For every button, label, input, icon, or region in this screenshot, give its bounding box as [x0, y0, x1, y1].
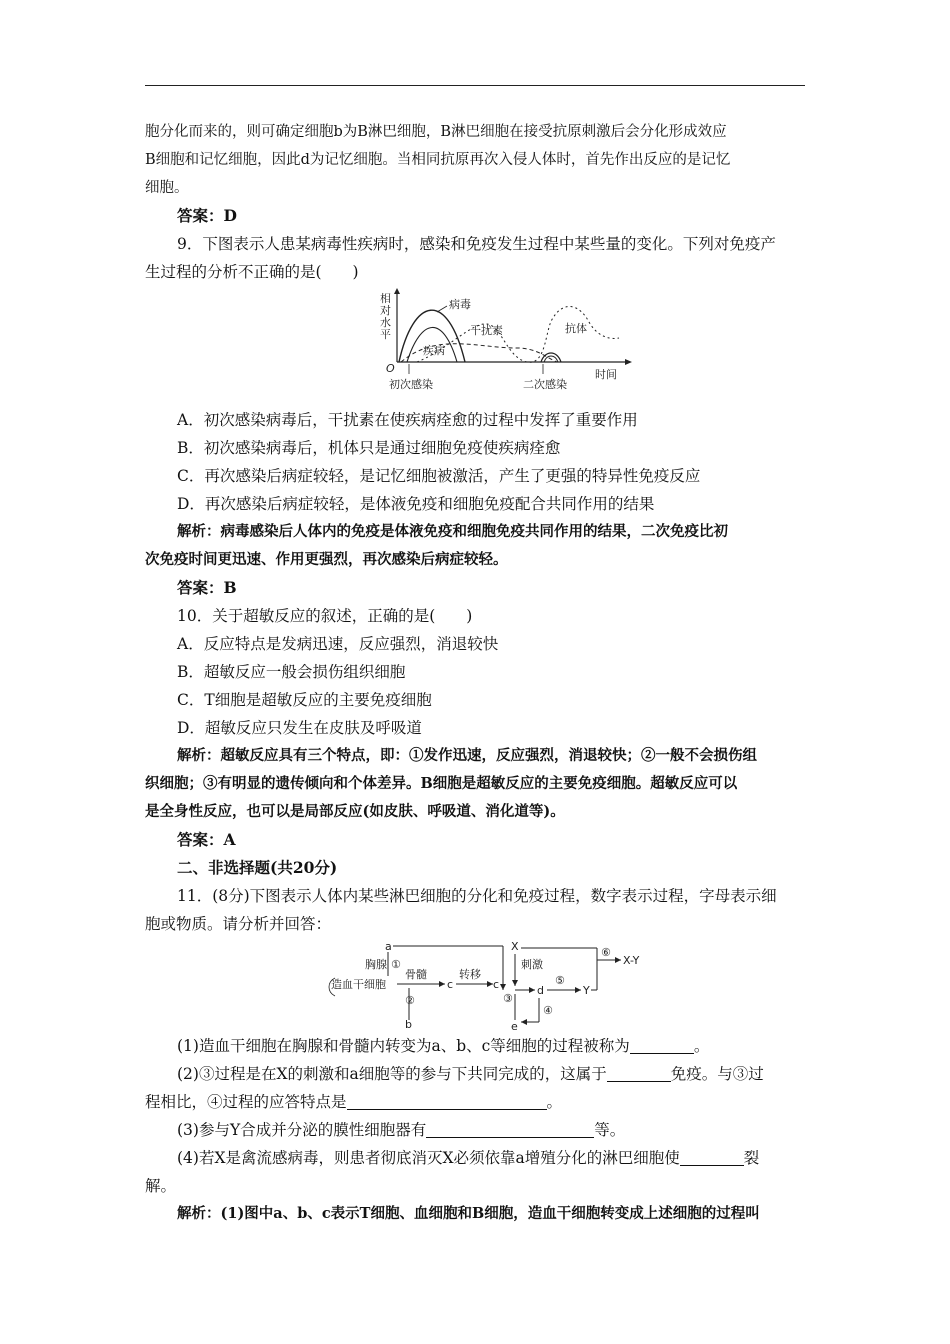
virus-label: 病毒	[449, 298, 471, 311]
x-arrow	[512, 980, 518, 986]
virus-curve-2	[541, 353, 561, 362]
q11-sub2-text: (2)③过程是在X的刺激和a细胞等的参与下共同完成的，这属于	[177, 1065, 607, 1083]
node-c: c	[447, 978, 454, 991]
q9-option-c: C．再次感染后病症较轻，是记忆细胞被激活，产生了更强的特异性免疫反应	[177, 467, 701, 485]
q9-stem-2: 生过程的分析不正确的是( )	[145, 263, 359, 281]
antibody-label: 抗体	[565, 322, 587, 335]
q9-stem-1: 9．下图表示人患某病毒性疾病时，感染和免疫发生过程中某些量的变化。下列对免疫产	[177, 235, 776, 253]
q11-sub2b-blank[interactable]	[347, 1093, 547, 1110]
q11-sub4b: 解。	[145, 1177, 177, 1195]
q10-analysis-3: 是全身性反应，也可以是局部反应(如皮肤、呼吸道、消化道等)。	[145, 803, 565, 820]
q11-sub1-text: (1)造血干细胞在胸腺和骨髓内转变为a、b、c等细胞的过程被称为	[177, 1037, 630, 1055]
transfer-label: 转移	[459, 968, 481, 981]
q11-sub4-blank[interactable]	[680, 1149, 744, 1166]
carry-answer: 答案：D	[177, 206, 237, 225]
step-1: ①	[391, 958, 401, 971]
q11-sub2	[145, 1060, 807, 1088]
d-to-e-arrow	[521, 1019, 527, 1025]
q11-sub4-end: 裂	[743, 1149, 760, 1167]
q11-sub3-blank[interactable]	[426, 1121, 594, 1138]
page-content	[145, 118, 807, 1228]
x-axis-arrow	[625, 359, 632, 365]
carry-line-1: 胞分化而来的，则可确定细胞b为B淋巴细胞，B淋巴细胞在接受抗原刺激后会分化形成效应	[145, 124, 727, 140]
q11-figure	[145, 938, 807, 1032]
q9-analysis-2: 次免疫时间更迅速、作用更强烈，再次感染后病症较轻。	[145, 551, 508, 568]
to-c-arrow	[439, 981, 445, 987]
header-rule	[145, 85, 805, 86]
q11-sub2-end: 免疫。与③过	[670, 1065, 764, 1083]
y-label-3: 水	[380, 316, 391, 329]
q11-sub2b-end: 。	[546, 1093, 563, 1111]
q11-stem-2: 胞或物质。请分析并回答：	[145, 915, 332, 933]
stimulate-label: 刺激	[521, 958, 543, 971]
q10-option-c: C．T细胞是超敏反应的主要免疫细胞	[177, 691, 432, 709]
q10-analysis-2: 织细胞；③有明显的遗传倾向和个体差异。B细胞是超敏反应的主要免疫细胞。超敏反应可以	[145, 775, 738, 792]
stem-cell-label: 造血干细胞	[331, 978, 386, 991]
node-a: a	[385, 940, 392, 953]
q10-analysis-1: 解析：超敏反应具有三个特点，即：①发作迅速，反应强烈，消退较快；②一般不会损伤组	[177, 747, 757, 764]
infection-curve-diagram	[377, 288, 647, 406]
step-3: ③	[503, 992, 513, 1005]
q9-option-a: A．初次感染病毒后，干扰素在使疾病痊愈的过程中发挥了重要作用	[177, 411, 638, 429]
y-axis-arrow	[394, 288, 400, 294]
q9-figure	[145, 286, 807, 406]
node-b: b	[405, 1018, 412, 1031]
q10-stem: 10．关于超敏反应的叙述，正确的是( )	[177, 607, 473, 625]
section-2-heading: 二、非选择题(共20分)	[177, 858, 338, 877]
q11-sub2b-text: 程相比，④过程的应答特点是	[145, 1093, 347, 1111]
antibody-curve	[417, 307, 619, 363]
to-d-arrow	[529, 987, 535, 993]
q10-option-d: D．超敏反应只发生在皮肤及呼吸道	[177, 719, 422, 737]
q9-option-b: B．初次感染病毒后，机体只是通过细胞免疫使疾病痊愈	[177, 439, 561, 457]
first-infection-label: 初次感染	[389, 378, 433, 391]
y-label-4: 平	[380, 328, 391, 341]
q11-sub1-end: 。	[693, 1037, 710, 1055]
q10-option-b: B．超敏反应一般会损伤组织细胞	[177, 663, 406, 681]
q11-sub2b	[145, 1088, 807, 1116]
bone-marrow-label: 骨髓	[405, 968, 427, 981]
q10-option-a: A．反应特点是发病迅速，反应强烈，消退较快	[177, 635, 499, 653]
step-5: ⑤	[555, 974, 565, 987]
y-label-2: 对	[380, 304, 391, 317]
q11-analysis: 解析：(1)图中a、b、c表示T细胞、血细胞和B细胞，造血干细胞转变成上述细胞的过程叫	[177, 1205, 760, 1222]
disease-label: 疾病	[423, 344, 445, 357]
node-d: d	[537, 984, 544, 997]
virus-leader	[437, 306, 447, 312]
step-4: ④	[543, 1004, 553, 1017]
second-infection-label: 二次感染	[523, 378, 567, 391]
q11-stem-1: 11．(8分)下图表示人体内某些淋巴细胞的分化和免疫过程，数字表示过程，字母表示细	[177, 887, 777, 905]
carry-line-3: 细胞。	[145, 180, 189, 196]
step-2: ②	[405, 994, 415, 1007]
to-y-arrow	[575, 987, 581, 993]
q9-answer: 答案：B	[177, 578, 237, 597]
node-e: e	[511, 1020, 518, 1032]
a-arrow	[500, 984, 506, 990]
q11-sub3	[145, 1116, 807, 1144]
step-6: ⑥	[601, 946, 611, 959]
q11-sub4	[145, 1144, 807, 1172]
node-xy: X-Y	[623, 954, 640, 967]
q11-sub1-blank[interactable]	[630, 1037, 694, 1054]
interferon-label: 干扰素	[470, 324, 503, 337]
q11-sub3-end: 等。	[594, 1121, 626, 1139]
y-label-1: 相	[380, 292, 391, 305]
q11-sub2-blank[interactable]	[607, 1065, 671, 1082]
q9-option-d: D．再次感染后病症较轻，是体液免疫和细胞免疫配合共同作用的结果	[177, 495, 655, 513]
node-c-2: c	[493, 978, 500, 991]
carry-line-2: B细胞和记忆细胞，因此d为记忆细胞。当相同抗原再次入侵人体时，首先作出反应的是记忆	[145, 152, 731, 168]
q9-analysis-1: 解析：病毒感染后人体内的免疫是体液免疫和细胞免疫共同作用的结果，二次免疫比初	[177, 523, 728, 540]
q11-sub1	[145, 1032, 807, 1060]
origin-label: O	[386, 362, 395, 375]
node-x: X	[511, 940, 519, 953]
q11-sub4-text: (4)若X是禽流感病毒，则患者彻底消灭X必须依靠a增殖分化的淋巴细胞使	[177, 1149, 680, 1167]
time-label: 时间	[595, 368, 617, 381]
lymphocyte-diagram	[325, 938, 665, 1032]
thymus-label: 胸腺	[365, 958, 387, 971]
node-y: Y	[583, 984, 590, 997]
q11-sub3-text: (3)参与Y合成并分泌的膜性细胞器有	[177, 1121, 427, 1139]
to-xy-arrow	[615, 957, 621, 963]
q10-answer: 答案：A	[177, 830, 236, 849]
